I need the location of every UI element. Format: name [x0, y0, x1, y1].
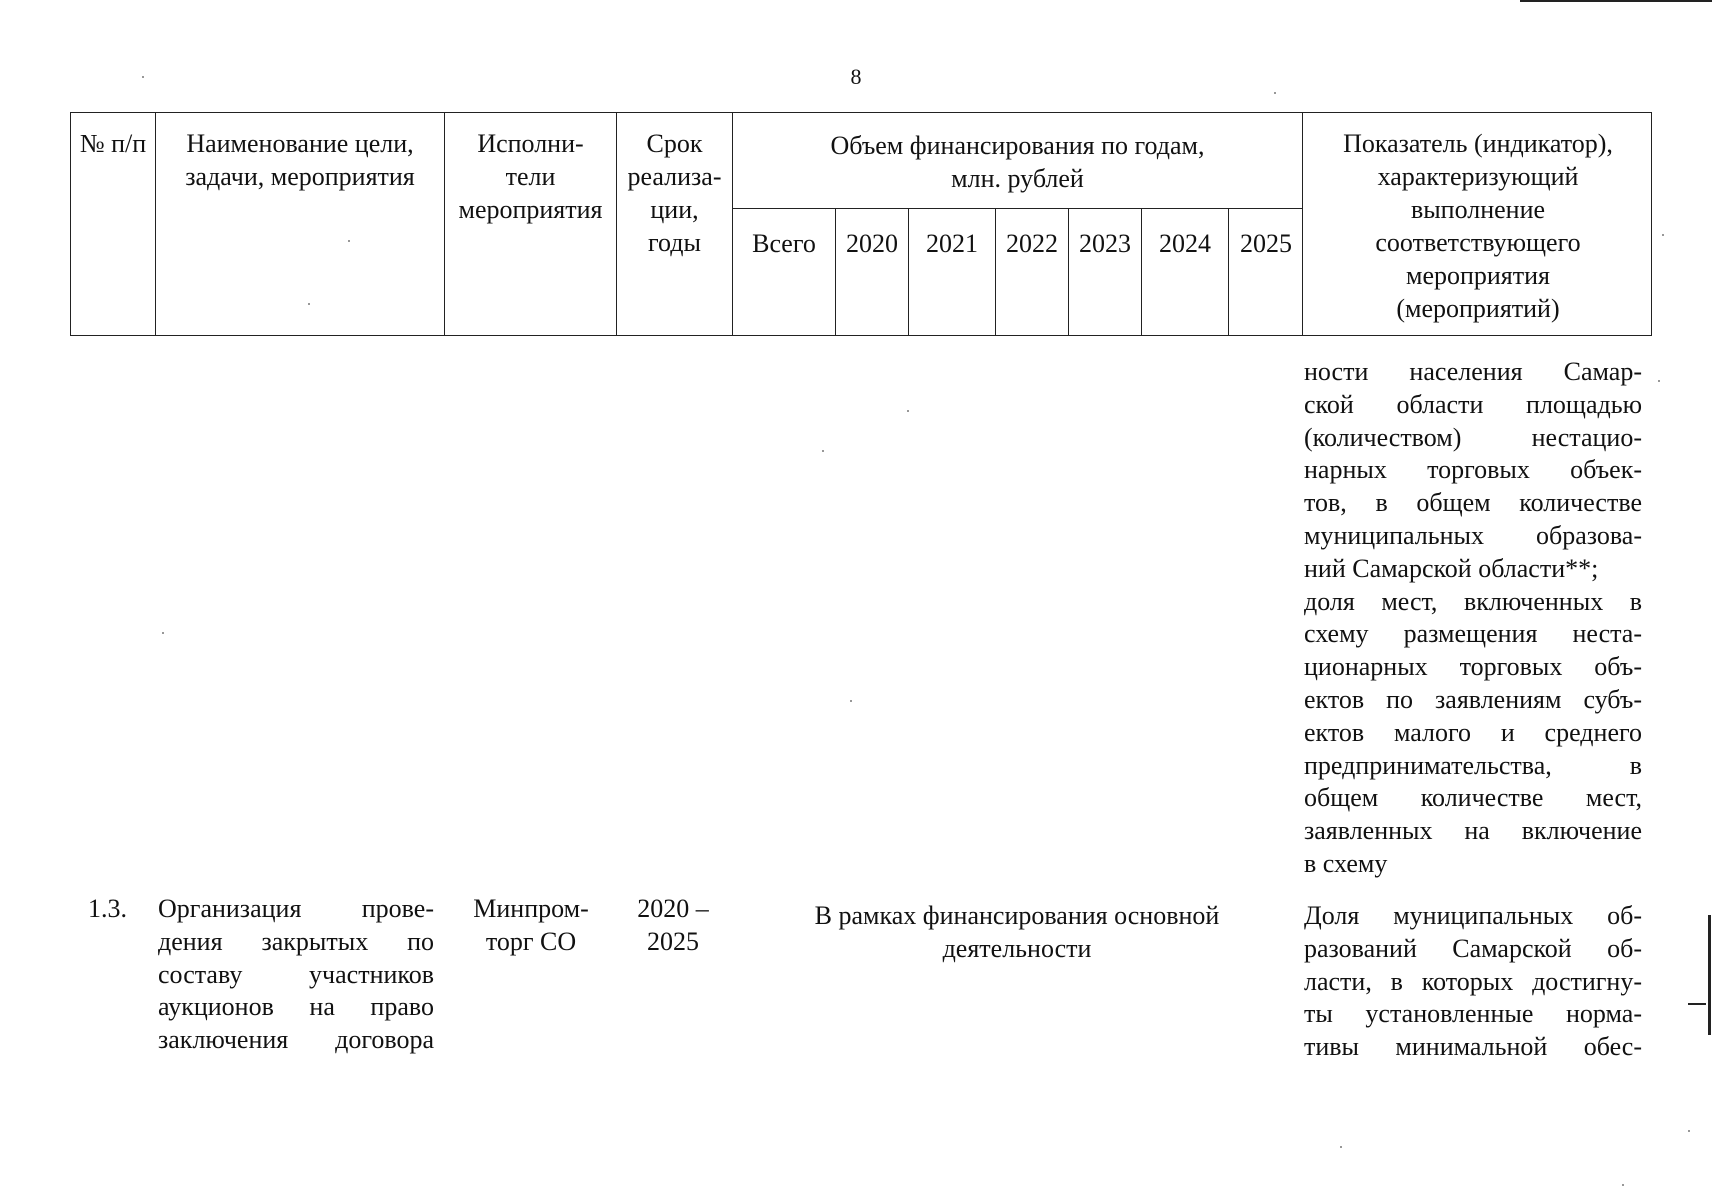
header-name-column	[156, 113, 445, 335]
indicator-continuation-line: доля мест, включенных в	[1304, 586, 1642, 616]
header-name-label: Наименование цели, задачи, мероприятия	[185, 129, 415, 191]
header-year-2024: 2024	[1142, 209, 1229, 335]
scan-edge-mark	[1688, 1003, 1706, 1005]
indicator-continuation-line: тов, в общем количестве	[1304, 488, 1642, 518]
scan-speck	[1622, 1184, 1624, 1186]
scan-speck	[142, 76, 144, 78]
header-year-2022: 2022	[996, 209, 1069, 335]
scan-speck	[1658, 380, 1660, 382]
row-executor-line: торг СО	[485, 926, 577, 956]
indicator-continuation-line: ской области площадью	[1304, 389, 1642, 419]
header-indicator-line: характеризующий	[1377, 162, 1579, 191]
scan-edge-mark	[1520, 0, 1712, 2]
indicator-continuation-line: в схему	[1304, 848, 1388, 878]
header-executors-line: мероприятия	[458, 195, 603, 224]
row-indicator-line: ласти, в которых достигну-	[1304, 966, 1642, 996]
header-term-line: годы	[648, 228, 701, 257]
indicator-continuation-line: заявленных на включение	[1304, 816, 1642, 846]
scan-speck	[1340, 1146, 1342, 1148]
row-indicator-line: разований Самарской об-	[1304, 933, 1642, 963]
header-year-total: Всего	[733, 209, 836, 335]
row-financing-line: В рамках финансирования основной	[814, 901, 1220, 930]
scan-speck	[162, 632, 164, 634]
scan-speck	[907, 410, 909, 412]
row-number: 1.3.	[88, 894, 127, 923]
row-term	[616, 893, 730, 959]
row-executor	[446, 893, 616, 959]
header-term-column	[617, 113, 733, 335]
header-financing-line: Объем финансирования по годам,	[830, 131, 1205, 160]
scan-speck	[850, 700, 852, 702]
scan-speck	[348, 240, 350, 242]
indicator-continuation-line: (количеством) нестацио-	[1304, 422, 1642, 452]
row-name-line: составу участников	[158, 959, 434, 989]
scan-speck	[822, 450, 824, 452]
scan-speck	[1688, 1130, 1690, 1132]
row-name-line: Организация прове-	[158, 894, 434, 923]
row-financing-line: деятельности	[942, 933, 1092, 963]
row-indicator	[1304, 900, 1642, 1064]
header-indicator-line: соответствующего	[1375, 228, 1581, 257]
indicator-continuation-line: ектов малого и среднего	[1304, 717, 1642, 747]
header-financing-column	[733, 113, 1303, 335]
header-number-label: № п/п	[79, 129, 147, 158]
scan-edge-mark	[1708, 915, 1711, 1035]
indicator-continuation-line: ектов по заявлениям субъ-	[1304, 684, 1642, 714]
row-financing	[732, 900, 1302, 966]
row-name	[158, 893, 434, 1057]
indicator-continuation-line: предпринимательства, в	[1304, 750, 1642, 780]
header-year-2023: 2023	[1069, 209, 1142, 335]
header-indicator-label	[1303, 113, 1653, 325]
header-indicator-line: мероприятия	[1405, 261, 1550, 290]
scan-speck	[1274, 92, 1276, 94]
header-executors-label	[445, 113, 616, 226]
indicator-continuation-line: нарных торговых объек-	[1304, 455, 1642, 485]
row-executor-line: Минпром-	[473, 894, 589, 923]
header-term-label	[617, 113, 732, 259]
indicator-continuation-line: ности населения Самар-	[1304, 357, 1642, 386]
header-executors-line: Исполни-	[477, 129, 584, 158]
scan-speck	[308, 303, 310, 305]
header-term-line: Срок	[646, 129, 703, 158]
header-executors-line: тели	[505, 162, 556, 191]
row-term-line: 2025	[647, 926, 699, 956]
indicator-continuation-line: общем количестве мест,	[1304, 783, 1642, 813]
indicator-continuation-line: муниципальных образова-	[1304, 520, 1642, 550]
header-year-2025: 2025	[1240, 229, 1292, 258]
scan-speck	[1662, 234, 1664, 236]
row-name-line: дения закрытых по	[158, 926, 434, 956]
row-indicator-line: Доля муниципальных об-	[1304, 901, 1642, 930]
header-number-column	[71, 113, 156, 335]
header-year-2021: 2021	[909, 209, 996, 335]
header-executors-column	[445, 113, 617, 335]
header-indicator-line: Показатель (индикатор),	[1343, 129, 1613, 158]
header-term-line: ции,	[650, 195, 699, 224]
page-number: 8	[850, 64, 862, 89]
header-indicator-line: (мероприятий)	[1396, 294, 1560, 323]
row-name-line: заключения договора	[158, 1025, 434, 1055]
header-indicator-line: выполнение	[1410, 195, 1546, 224]
header-financing-title	[733, 113, 1302, 209]
indicator-continuation-line: схему размещения неста-	[1304, 619, 1642, 649]
row-name-line: аукционов на право	[158, 992, 434, 1022]
row-indicator-line: тивы минимальной обес-	[1304, 1032, 1642, 1062]
row-term-line: 2020 –	[637, 894, 709, 923]
row-indicator-line: ты установленные норма-	[1304, 999, 1642, 1029]
header-indicator-column	[1303, 113, 1653, 335]
indicator-continuation-line: ционарных торговых объ-	[1304, 652, 1642, 682]
header-year-2020: 2020	[836, 209, 909, 335]
header-financing-line: млн. рублей	[951, 164, 1084, 193]
indicator-continuation-line: ний Самарской области**;	[1304, 553, 1599, 583]
header-term-line: реализа-	[627, 162, 722, 191]
indicator-continuation	[1304, 356, 1642, 881]
